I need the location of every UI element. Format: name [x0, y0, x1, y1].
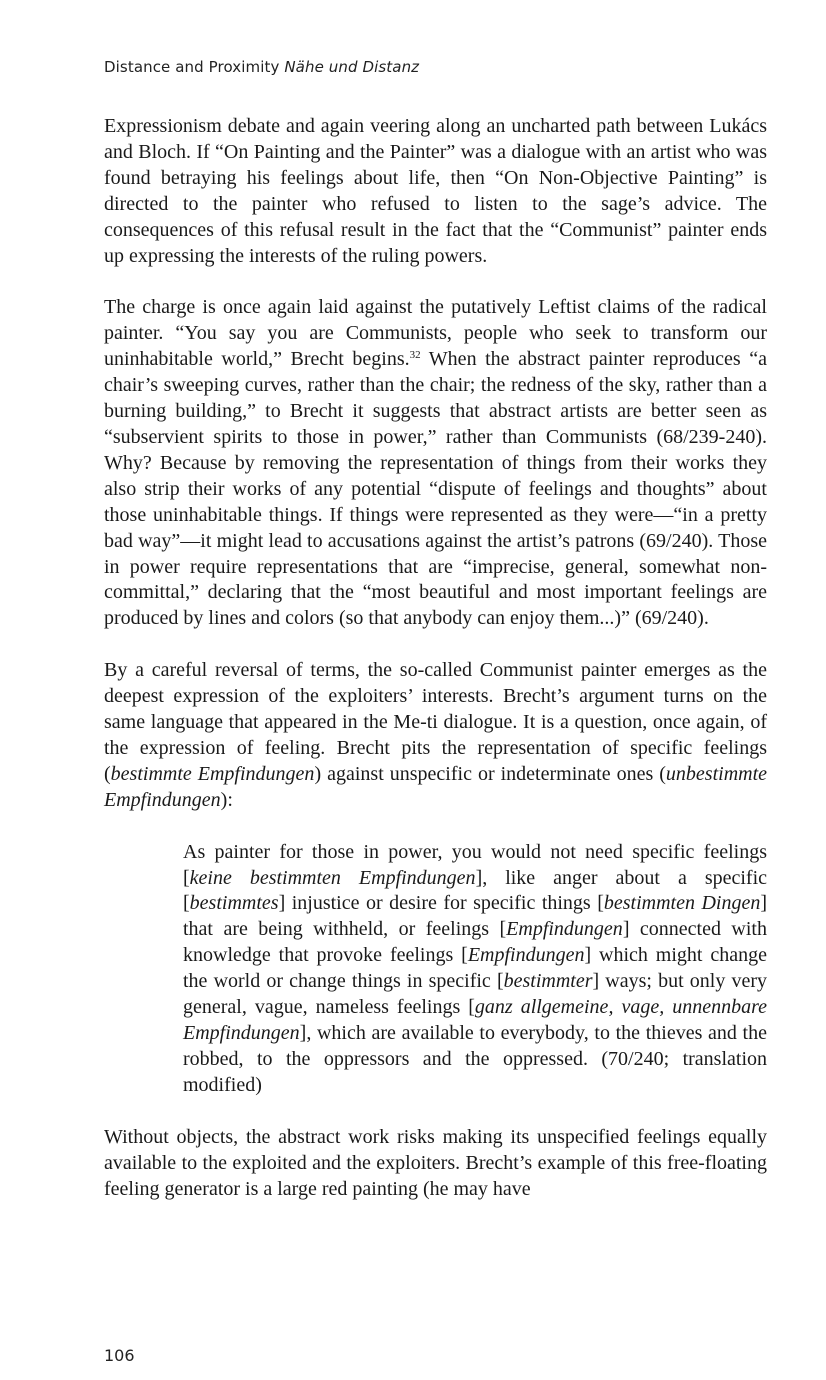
italic-term: keine bestimmten Empfindungen [189, 866, 476, 889]
page-number: 106 [104, 1346, 135, 1365]
text-run: ] injustice or desire for specific things [ [278, 892, 604, 915]
paragraph [104, 658, 767, 813]
italic-term: Empfindungen [467, 944, 585, 967]
italic-term: bestimmter [503, 970, 593, 993]
italic-term: bestimmtes [189, 892, 279, 915]
text-run: As painter for those in power, you would not need specific feelings [ [183, 840, 767, 889]
text-run: ], which are available to everybody, to the thieves and the robbed, to the oppressors and the oppressed. (70/240; translation modified) [183, 1022, 767, 1096]
italic-term: ganz allgemeine, vage, unnennbare Empfindungen [183, 996, 767, 1044]
italic-term: bestimmte Empfindungen [110, 762, 315, 785]
paragraph [104, 114, 767, 269]
text-run: ] connected with knowledge that provoke feelings [ [183, 918, 767, 967]
paragraph [104, 295, 767, 632]
text-run: ] which might change the world or change things in specific [ [183, 944, 767, 993]
italic-term: bestimmten Dingen [603, 892, 761, 915]
text-run: ], like anger about a specific [ [183, 866, 768, 915]
text-run: ): [220, 788, 233, 811]
body-text [104, 114, 767, 1202]
italic-term: Empfindungen [506, 918, 623, 941]
footnote-marker: 32 [409, 349, 421, 362]
running-head-subtitle: Nähe und Distanz [284, 58, 420, 76]
italic-term: unbestimmte Empfindungen [104, 762, 768, 811]
running-head-title: Distance and Proximity [104, 58, 280, 76]
text-run: ] that are being withheld, or feelings [ [183, 892, 767, 941]
text-run: When the abstract painter reproduces “a chair’s sweeping curves, rather than the chair; the redness of the sky, rather than a burning building,” to Brecht it suggests that abstract artists are better seen as “subservient spirits to those in power,” rather than Communists (68/239-240). Why? Because by removing the representation of things from their works they also strip their works of any potential “dispute of feelings and thoughts” about those uninhabitable things. If things were represented as they were—“in a pretty bad way”—it might lead to accusations against the artist’s patrons (69/240). Those in power require representations that are “imprecise, general, somewhat non-committal,” declaring that the “most beautiful and most important feelings are produced by lines and colors (so that anybody can enjoy them...)” (69/240). [104, 348, 768, 630]
text-run: ) against unspecific or indeterminate ones ( [314, 762, 666, 785]
text-run: ] ways; but only very general, vague, nameless feelings [ [183, 970, 767, 1019]
block-quote [183, 840, 767, 1099]
text-run: Without objects, the abstract work risks making its unspecified feelings equally available to the exploited and the exploiters. Brecht’s example of this free-floating feeling generator is a large red painting (he may have [104, 1125, 767, 1200]
running-head [104, 58, 419, 76]
paragraph [104, 1125, 767, 1203]
text-run: The charge is once again laid against the putatively Leftist claims of the radical painter. “You say you are Communists, people who seek to transform our uninhabitable world,” Brecht begins. [104, 296, 767, 371]
text-run: Expressionism debate and again veering along an uncharted path between Lukács and Bloch. If “On Painting and the Painter” was a dialogue with an artist who was found betraying his feelings about life, then “On Non-Objective Painting” is directed to the painter who refused to listen to the sage’s advice. The consequences of this refusal result in the fact that the “Communist” painter ends up expressing the interests of the ruling powers. [104, 115, 767, 267]
text-run: By a careful reversal of terms, the so-called Communist painter emerges as the deepest expression of the exploiters’ interests. Brecht’s argument turns on the same language that appeared in the Me-ti dialogue. It is a question, once again, of the expression of feeling. Brecht pits the representation of specific feelings ( [104, 659, 767, 785]
